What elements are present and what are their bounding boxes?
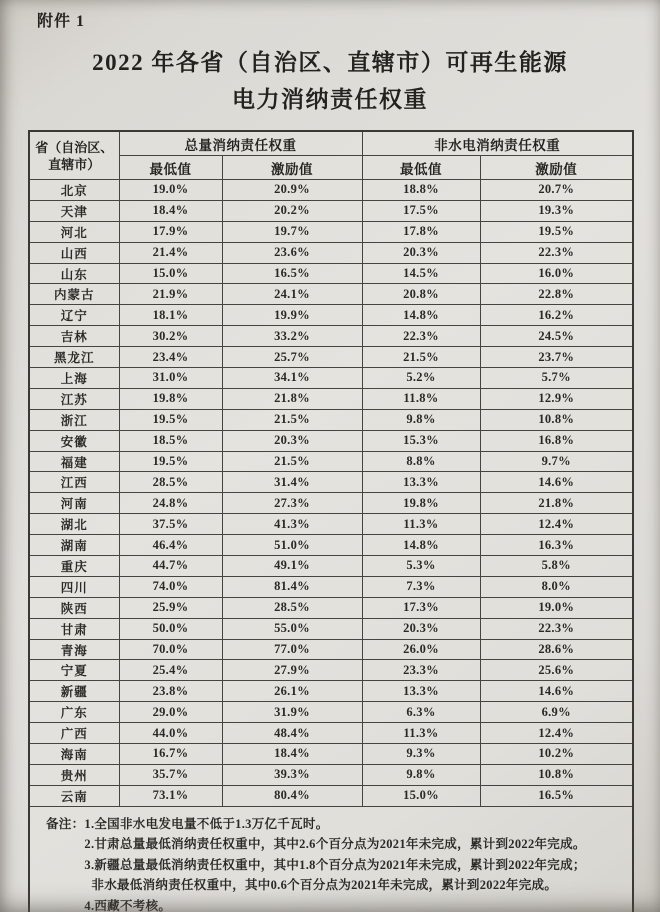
nonhydro-min-cell: 26.0% xyxy=(362,639,480,660)
note-line: 2.甘肃总量最低消纳责任权重中，其中2.6个百分点为2021年未完成，累计到2022年完成。 xyxy=(84,837,586,852)
nonhydro-incentive-cell: 22.3% xyxy=(480,618,633,639)
table-row xyxy=(29,305,633,326)
nonhydro-incentive-cell: 10.8% xyxy=(480,409,633,430)
table-row xyxy=(29,263,633,284)
province-cell: 浙江 xyxy=(29,409,119,430)
nonhydro-incentive-cell: 28.6% xyxy=(480,639,633,660)
notes-lines xyxy=(84,814,624,912)
province-cell: 广东 xyxy=(29,702,119,723)
total-min-cell: 18.4% xyxy=(119,200,222,221)
nonhydro-incentive-cell: 5.8% xyxy=(480,556,633,577)
total-incentive-cell: 39.3% xyxy=(222,764,362,785)
nonhydro-incentive-cell: 16.8% xyxy=(480,430,633,451)
table-row xyxy=(29,200,633,221)
nonhydro-min-cell: 17.5% xyxy=(362,200,480,221)
nonhydro-min-cell: 11.8% xyxy=(362,388,480,409)
province-cell: 上海 xyxy=(29,368,119,389)
total-incentive-cell: 25.7% xyxy=(222,347,362,368)
province-cell: 吉林 xyxy=(29,326,119,347)
total-incentive-cell: 49.1% xyxy=(222,556,362,577)
total-incentive-cell: 80.4% xyxy=(222,785,362,806)
nonhydro-min-cell: 13.3% xyxy=(362,472,480,493)
total-min-cell: 31.0% xyxy=(119,368,222,389)
header-total-min: 最低值 xyxy=(119,156,222,180)
nonhydro-min-cell: 20.3% xyxy=(362,618,480,639)
nonhydro-incentive-cell: 16.5% xyxy=(480,785,633,806)
total-incentive-cell: 34.1% xyxy=(222,368,362,389)
total-incentive-cell: 19.7% xyxy=(222,221,362,242)
total-min-cell: 23.4% xyxy=(119,347,222,368)
province-cell: 江西 xyxy=(29,472,119,493)
province-cell: 内蒙古 xyxy=(29,284,119,305)
table-body xyxy=(29,180,633,807)
notes-row xyxy=(29,806,633,912)
province-cell: 重庆 xyxy=(29,556,119,577)
total-min-cell: 70.0% xyxy=(119,639,222,660)
total-min-cell: 73.1% xyxy=(119,785,222,806)
notes-label: 备注： xyxy=(46,816,85,831)
table-row xyxy=(29,221,633,242)
total-min-cell: 25.4% xyxy=(119,660,222,681)
nonhydro-min-cell: 5.3% xyxy=(362,556,480,577)
province-cell: 福建 xyxy=(29,451,119,472)
province-cell: 四川 xyxy=(29,576,119,597)
total-incentive-cell: 55.0% xyxy=(222,618,362,639)
total-incentive-cell: 28.5% xyxy=(222,597,362,618)
province-cell: 宁夏 xyxy=(29,660,119,681)
nonhydro-incentive-cell: 22.8% xyxy=(480,284,633,305)
table-row xyxy=(29,180,633,201)
nonhydro-min-cell: 6.3% xyxy=(362,702,480,723)
total-incentive-cell: 33.2% xyxy=(222,326,362,347)
nonhydro-incentive-cell: 8.0% xyxy=(480,576,633,597)
header-nonhydro-incentive: 激励值 xyxy=(480,156,633,180)
table-row xyxy=(29,430,633,451)
province-cell: 辽宁 xyxy=(29,305,119,326)
table-row xyxy=(29,764,633,785)
attachment-label: 附件 1 xyxy=(37,13,86,30)
table-row xyxy=(29,368,633,389)
province-cell: 湖北 xyxy=(29,514,119,535)
province-cell: 黑龙江 xyxy=(29,347,119,368)
nonhydro-min-cell: 23.3% xyxy=(362,660,480,681)
nonhydro-min-cell: 9.8% xyxy=(362,409,480,430)
total-min-cell: 21.4% xyxy=(119,242,222,263)
table-notes-section xyxy=(29,806,633,912)
note-line: 非水最低消纳责任权重中，其中0.6个百分点为2021年未完成，累计到2022年完成。 xyxy=(91,878,558,893)
total-min-cell: 18.5% xyxy=(119,430,222,451)
province-cell: 河南 xyxy=(29,493,119,514)
nonhydro-min-cell: 14.5% xyxy=(362,263,480,284)
table-row xyxy=(29,618,633,639)
total-min-cell: 44.0% xyxy=(119,723,222,744)
total-min-cell: 21.9% xyxy=(119,284,222,305)
nonhydro-incentive-cell: 23.7% xyxy=(480,347,633,368)
nonhydro-incentive-cell: 10.8% xyxy=(480,764,633,785)
total-min-cell: 19.0% xyxy=(119,180,222,201)
total-incentive-cell: 21.8% xyxy=(222,388,362,409)
header-province-line2: 直辖市） xyxy=(48,156,101,172)
total-min-cell: 44.7% xyxy=(119,556,222,577)
total-min-cell: 19.5% xyxy=(119,451,222,472)
table-row xyxy=(29,242,633,263)
total-min-cell: 19.5% xyxy=(119,409,222,430)
total-incentive-cell: 23.6% xyxy=(222,242,362,263)
nonhydro-incentive-cell: 16.0% xyxy=(480,263,633,284)
document-title xyxy=(0,44,660,118)
title-line-2: 电力消纳责任权重 xyxy=(232,87,428,112)
nonhydro-min-cell: 18.8% xyxy=(362,180,480,201)
nonhydro-incentive-cell: 14.6% xyxy=(480,681,633,702)
total-incentive-cell: 18.4% xyxy=(222,744,362,765)
total-min-cell: 16.7% xyxy=(119,744,222,765)
nonhydro-incentive-cell: 16.2% xyxy=(480,305,633,326)
province-cell: 天津 xyxy=(29,200,119,221)
nonhydro-min-cell: 8.8% xyxy=(362,451,480,472)
total-incentive-cell: 20.3% xyxy=(222,430,362,451)
table-row xyxy=(29,723,633,744)
header-nonhydro-group: 非水电消纳责任权重 xyxy=(362,131,633,156)
total-incentive-cell: 41.3% xyxy=(222,514,362,535)
province-cell: 安徽 xyxy=(29,430,119,451)
total-incentive-cell: 24.1% xyxy=(222,284,362,305)
nonhydro-incentive-cell: 6.9% xyxy=(480,702,633,723)
total-incentive-cell: 16.5% xyxy=(222,263,362,284)
total-min-cell: 18.1% xyxy=(119,305,222,326)
nonhydro-incentive-cell: 24.5% xyxy=(480,326,633,347)
notes-cell xyxy=(29,806,633,912)
nonhydro-min-cell: 14.8% xyxy=(362,305,480,326)
nonhydro-min-cell: 15.3% xyxy=(362,430,480,451)
nonhydro-incentive-cell: 16.3% xyxy=(480,535,633,556)
province-cell: 山东 xyxy=(29,263,119,284)
total-incentive-cell: 19.9% xyxy=(222,305,362,326)
province-cell: 山西 xyxy=(29,242,119,263)
nonhydro-min-cell: 13.3% xyxy=(362,681,480,702)
nonhydro-incentive-cell: 19.0% xyxy=(480,597,633,618)
total-incentive-cell: 21.5% xyxy=(222,409,362,430)
province-cell: 江苏 xyxy=(29,388,119,409)
total-incentive-cell: 31.4% xyxy=(222,472,362,493)
total-min-cell: 37.5% xyxy=(119,514,222,535)
total-incentive-cell: 26.1% xyxy=(222,681,362,702)
province-cell: 湖南 xyxy=(29,535,119,556)
header-nonhydro-min: 最低值 xyxy=(362,156,480,180)
header-province-line1: 省（自治区、 xyxy=(35,139,114,155)
province-cell: 广西 xyxy=(29,723,119,744)
province-cell: 河北 xyxy=(29,221,119,242)
note-line: 1.全国非水电发电量不低于1.3万亿千瓦时。 xyxy=(84,816,329,831)
nonhydro-incentive-cell: 14.6% xyxy=(480,472,633,493)
title-line-1: 2022 年各省（自治区、直辖市）可再生能源 xyxy=(92,50,568,75)
total-min-cell: 17.9% xyxy=(119,221,222,242)
total-min-cell: 28.5% xyxy=(119,472,222,493)
table-row xyxy=(29,556,633,577)
note-line: 4.西藏不考核。 xyxy=(84,898,172,912)
total-min-cell: 19.8% xyxy=(119,388,222,409)
total-min-cell: 15.0% xyxy=(119,263,222,284)
nonhydro-min-cell: 5.2% xyxy=(362,368,480,389)
nonhydro-min-cell: 17.8% xyxy=(362,221,480,242)
table-row xyxy=(29,702,633,723)
nonhydro-incentive-cell: 25.6% xyxy=(480,660,633,681)
total-min-cell: 24.8% xyxy=(119,493,222,514)
province-cell: 北京 xyxy=(29,180,119,201)
total-incentive-cell: 51.0% xyxy=(222,535,362,556)
nonhydro-incentive-cell: 20.7% xyxy=(480,180,633,201)
total-min-cell: 46.4% xyxy=(119,535,222,556)
province-cell: 贵州 xyxy=(29,764,119,785)
nonhydro-min-cell: 20.8% xyxy=(362,284,480,305)
province-cell: 海南 xyxy=(29,744,119,765)
nonhydro-incentive-cell: 19.3% xyxy=(480,200,633,221)
total-incentive-cell: 27.3% xyxy=(222,493,362,514)
notes-block xyxy=(46,814,624,912)
total-min-cell: 50.0% xyxy=(119,618,222,639)
total-incentive-cell: 20.9% xyxy=(222,180,362,201)
nonhydro-min-cell: 19.8% xyxy=(362,493,480,514)
table-row xyxy=(29,493,633,514)
total-min-cell: 35.7% xyxy=(119,764,222,785)
total-min-cell: 29.0% xyxy=(119,702,222,723)
nonhydro-incentive-cell: 10.2% xyxy=(480,744,633,765)
nonhydro-incentive-cell: 5.7% xyxy=(480,368,633,389)
total-min-cell: 30.2% xyxy=(119,326,222,347)
note-line: 3.新疆总量最低消纳责任权重中，其中1.8个百分点为2021年未完成，累计到2022年完成； xyxy=(84,857,586,872)
weights-table xyxy=(28,130,634,912)
total-min-cell: 23.8% xyxy=(119,681,222,702)
table-row xyxy=(29,660,633,681)
nonhydro-incentive-cell: 22.3% xyxy=(480,242,633,263)
nonhydro-min-cell: 9.8% xyxy=(362,764,480,785)
table-row xyxy=(29,347,633,368)
table-row xyxy=(29,576,633,597)
province-cell: 陕西 xyxy=(29,597,119,618)
nonhydro-incentive-cell: 12.4% xyxy=(480,723,633,744)
nonhydro-incentive-cell: 21.8% xyxy=(480,493,633,514)
nonhydro-min-cell: 22.3% xyxy=(362,326,480,347)
header-group-row xyxy=(29,131,633,156)
total-incentive-cell: 31.9% xyxy=(222,702,362,723)
total-incentive-cell: 77.0% xyxy=(222,639,362,660)
nonhydro-min-cell: 9.3% xyxy=(362,744,480,765)
nonhydro-incentive-cell: 9.7% xyxy=(480,451,633,472)
province-cell: 云南 xyxy=(29,785,119,806)
table-row xyxy=(29,744,633,765)
nonhydro-min-cell: 21.5% xyxy=(362,347,480,368)
table-header xyxy=(29,131,633,180)
header-total-incentive: 激励值 xyxy=(222,156,362,180)
nonhydro-min-cell: 11.3% xyxy=(362,514,480,535)
table-row xyxy=(29,451,633,472)
table-row xyxy=(29,472,633,493)
header-sub-row xyxy=(29,156,633,180)
table-row xyxy=(29,639,633,660)
nonhydro-min-cell: 15.0% xyxy=(362,785,480,806)
table-row xyxy=(29,388,633,409)
table-row xyxy=(29,535,633,556)
nonhydro-incentive-cell: 19.5% xyxy=(480,221,633,242)
total-min-cell: 25.9% xyxy=(119,597,222,618)
nonhydro-min-cell: 11.3% xyxy=(362,723,480,744)
nonhydro-min-cell: 17.3% xyxy=(362,597,480,618)
total-min-cell: 74.0% xyxy=(119,576,222,597)
table-row xyxy=(29,514,633,535)
province-cell: 新疆 xyxy=(29,681,119,702)
province-cell: 甘肃 xyxy=(29,618,119,639)
total-incentive-cell: 20.2% xyxy=(222,200,362,221)
total-incentive-cell: 21.5% xyxy=(222,451,362,472)
total-incentive-cell: 48.4% xyxy=(222,723,362,744)
nonhydro-min-cell: 14.8% xyxy=(362,535,480,556)
header-total-group: 总量消纳责任权重 xyxy=(119,131,362,156)
header-province xyxy=(29,131,119,180)
table-row xyxy=(29,597,633,618)
table-row xyxy=(29,326,633,347)
table-row xyxy=(29,284,633,305)
nonhydro-incentive-cell: 12.9% xyxy=(480,388,633,409)
table-row xyxy=(29,785,633,806)
nonhydro-min-cell: 7.3% xyxy=(362,576,480,597)
table-row xyxy=(29,681,633,702)
table-row xyxy=(29,409,633,430)
province-cell: 青海 xyxy=(29,639,119,660)
total-incentive-cell: 27.9% xyxy=(222,660,362,681)
nonhydro-incentive-cell: 12.4% xyxy=(480,514,633,535)
nonhydro-min-cell: 20.3% xyxy=(362,242,480,263)
total-incentive-cell: 81.4% xyxy=(222,576,362,597)
